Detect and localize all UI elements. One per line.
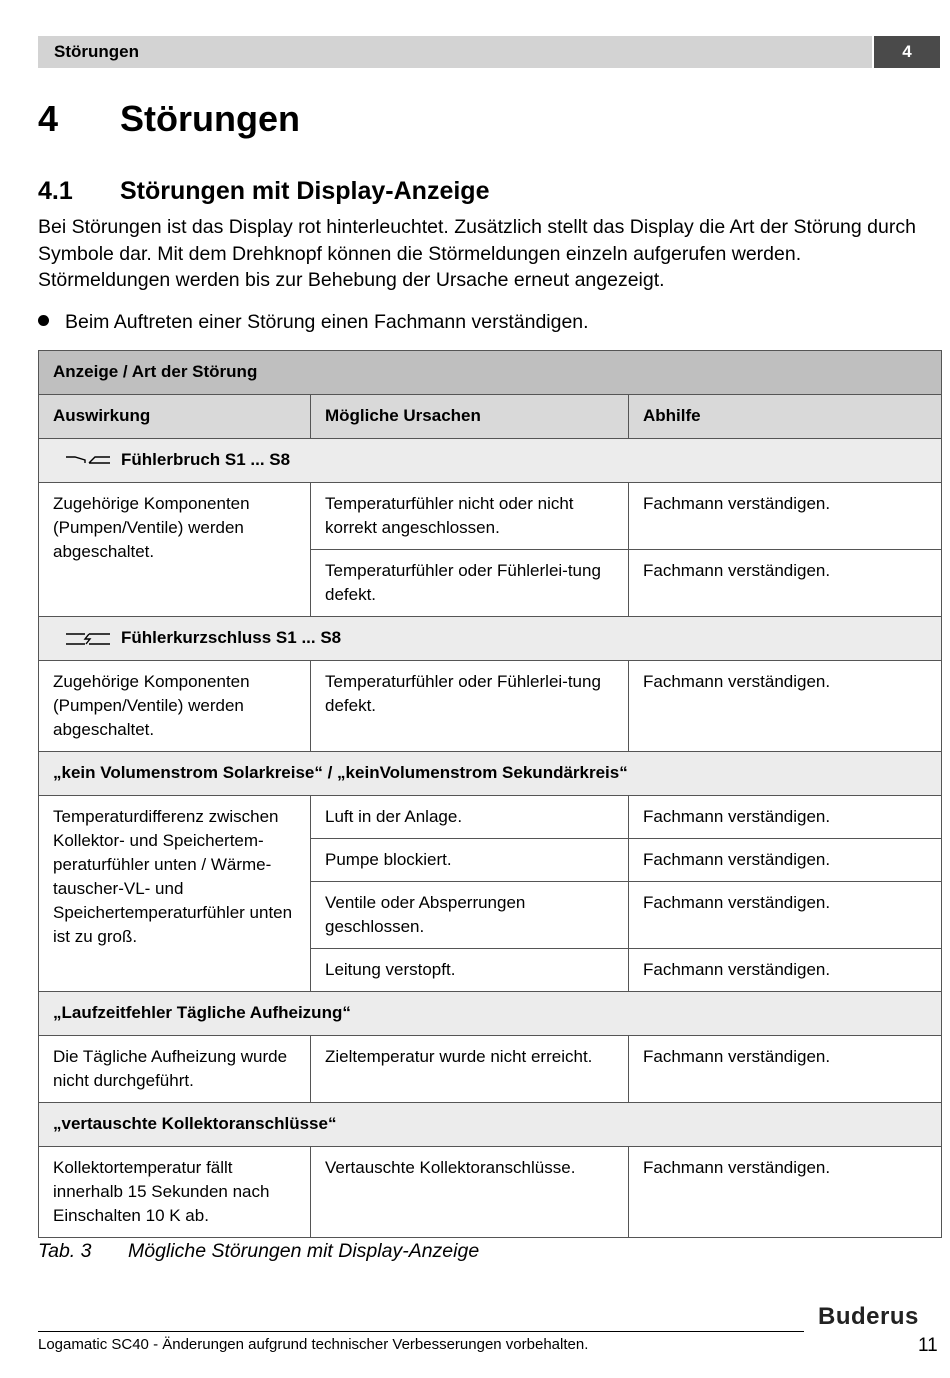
cause-cell: Luft in der Anlage. bbox=[311, 796, 629, 839]
running-header-title: Störungen bbox=[54, 42, 139, 61]
remedy-cell: Fachmann verständigen. bbox=[629, 661, 942, 752]
sensor-short-circuit-icon bbox=[65, 631, 111, 647]
remedy-cell: Fachmann verständigen. bbox=[629, 882, 942, 949]
table-row bbox=[39, 796, 942, 839]
fault-group-title: Fühlerbruch S1 ... S8 bbox=[121, 450, 291, 469]
cause-cell: Zieltemperatur wurde nicht erreicht. bbox=[311, 1036, 629, 1103]
heading1-title: Störungen bbox=[120, 98, 300, 139]
heading2-title: Störungen mit Display-Anzeige bbox=[120, 177, 490, 205]
fault-group-row bbox=[39, 1103, 942, 1147]
fault-group-header bbox=[39, 439, 942, 483]
fault-group-row bbox=[39, 752, 942, 796]
column-header: Auswirkung bbox=[39, 395, 311, 439]
table-title-row bbox=[39, 351, 942, 395]
running-header bbox=[38, 36, 872, 68]
fault-table bbox=[38, 350, 942, 1238]
table-caption bbox=[38, 1240, 479, 1263]
remedy-cell: Fachmann verständigen. bbox=[629, 1147, 942, 1238]
fault-group-header bbox=[39, 1103, 942, 1147]
effect-cell: Zugehörige Komponenten (Pumpen/Ventile) werden abgeschaltet. bbox=[39, 483, 311, 617]
cause-cell: Pumpe blockiert. bbox=[311, 839, 629, 882]
fault-group-title: „kein Volumenstrom Solarkreise“ / „keinVolumenstrom Sekundärkreis“ bbox=[53, 763, 628, 782]
fault-group-header bbox=[39, 752, 942, 796]
remedy-cell: Fachmann verständigen. bbox=[629, 949, 942, 992]
bullet-item bbox=[38, 309, 589, 335]
bullet-dot-icon bbox=[38, 315, 49, 326]
table-row bbox=[39, 1036, 942, 1103]
cause-cell: Temperaturfühler oder Fühlerlei-tung defekt. bbox=[311, 550, 629, 617]
table-row bbox=[39, 661, 942, 752]
cause-cell: Vertauschte Kollektoranschlüsse. bbox=[311, 1147, 629, 1238]
footer-divider bbox=[38, 1331, 804, 1332]
table-caption-number: Tab. 3 bbox=[38, 1240, 92, 1262]
remedy-cell: Fachmann verständigen. bbox=[629, 483, 942, 550]
fault-group-row bbox=[39, 439, 942, 483]
table-caption-text: Mögliche Störungen mit Display-Anzeige bbox=[128, 1240, 480, 1262]
table-header-row bbox=[39, 395, 942, 439]
cause-cell: Temperaturfühler nicht oder nicht korrekt angeschlossen. bbox=[311, 483, 629, 550]
fault-group-title: „vertauschte Kollektoranschlüsse“ bbox=[53, 1114, 337, 1133]
sensor-break-icon bbox=[65, 453, 111, 469]
heading2-number: 4.1 bbox=[38, 177, 73, 205]
table-row bbox=[39, 1147, 942, 1238]
remedy-cell: Fachmann verständigen. bbox=[629, 796, 942, 839]
buderus-logo: Buderus bbox=[818, 1303, 919, 1330]
fault-group-title: „Laufzeitfehler Tägliche Aufheizung“ bbox=[53, 1003, 351, 1022]
fault-group-header bbox=[39, 617, 942, 661]
page-number: 11 bbox=[918, 1335, 938, 1356]
fault-group-title: Fühlerkurzschluss S1 ... S8 bbox=[121, 628, 342, 647]
table-title: Anzeige / Art der Störung bbox=[39, 351, 942, 395]
remedy-cell: Fachmann verständigen. bbox=[629, 550, 942, 617]
effect-cell: Temperaturdifferenz zwischen Kollektor- und Speichertem-peraturfühler unten / Wärme-tauscher-VL- und Speichertemperaturfühler unten ist zu groß. bbox=[39, 796, 311, 992]
fault-group-row bbox=[39, 992, 942, 1036]
column-header: Mögliche Ursachen bbox=[311, 395, 629, 439]
cause-cell: Temperaturfühler oder Fühlerlei-tung defekt. bbox=[311, 661, 629, 752]
footer-text: Logamatic SC40 - Änderungen aufgrund technischer Verbesserungen vorbehalten. bbox=[38, 1336, 589, 1353]
chapter-number-tab: 4 bbox=[874, 36, 940, 68]
column-header: Abhilfe bbox=[629, 395, 942, 439]
table-row bbox=[39, 483, 942, 550]
heading1-number: 4 bbox=[38, 98, 59, 139]
cause-cell: Leitung verstopft. bbox=[311, 949, 629, 992]
effect-cell: Die Tägliche Aufheizung wurde nicht durchgeführt. bbox=[39, 1036, 311, 1103]
effect-cell: Zugehörige Komponenten (Pumpen/Ventile) werden abgeschaltet. bbox=[39, 661, 311, 752]
remedy-cell: Fachmann verständigen. bbox=[629, 1036, 942, 1103]
remedy-cell: Fachmann verständigen. bbox=[629, 839, 942, 882]
effect-cell: Kollektortemperatur fällt innerhalb 15 Sekunden nach Einschalten 10 K ab. bbox=[39, 1147, 311, 1238]
bullet-text: Beim Auftreten einer Störung einen Fachmann verständigen. bbox=[65, 311, 589, 333]
cause-cell: Ventile oder Absperrungen geschlossen. bbox=[311, 882, 629, 949]
fault-group-header bbox=[39, 992, 942, 1036]
fault-group-row bbox=[39, 617, 942, 661]
intro-paragraph: Bei Störungen ist das Display rot hinterleuchtet. Zusätzlich stellt das Display die Art der Störung durch Symbole dar. Mit dem Drehknopf können die Störmeldungen einzeln aufgerufen werden. Störmeldungen werden bis zur Behebung der Ursache erneut angezeigt. bbox=[38, 216, 916, 291]
